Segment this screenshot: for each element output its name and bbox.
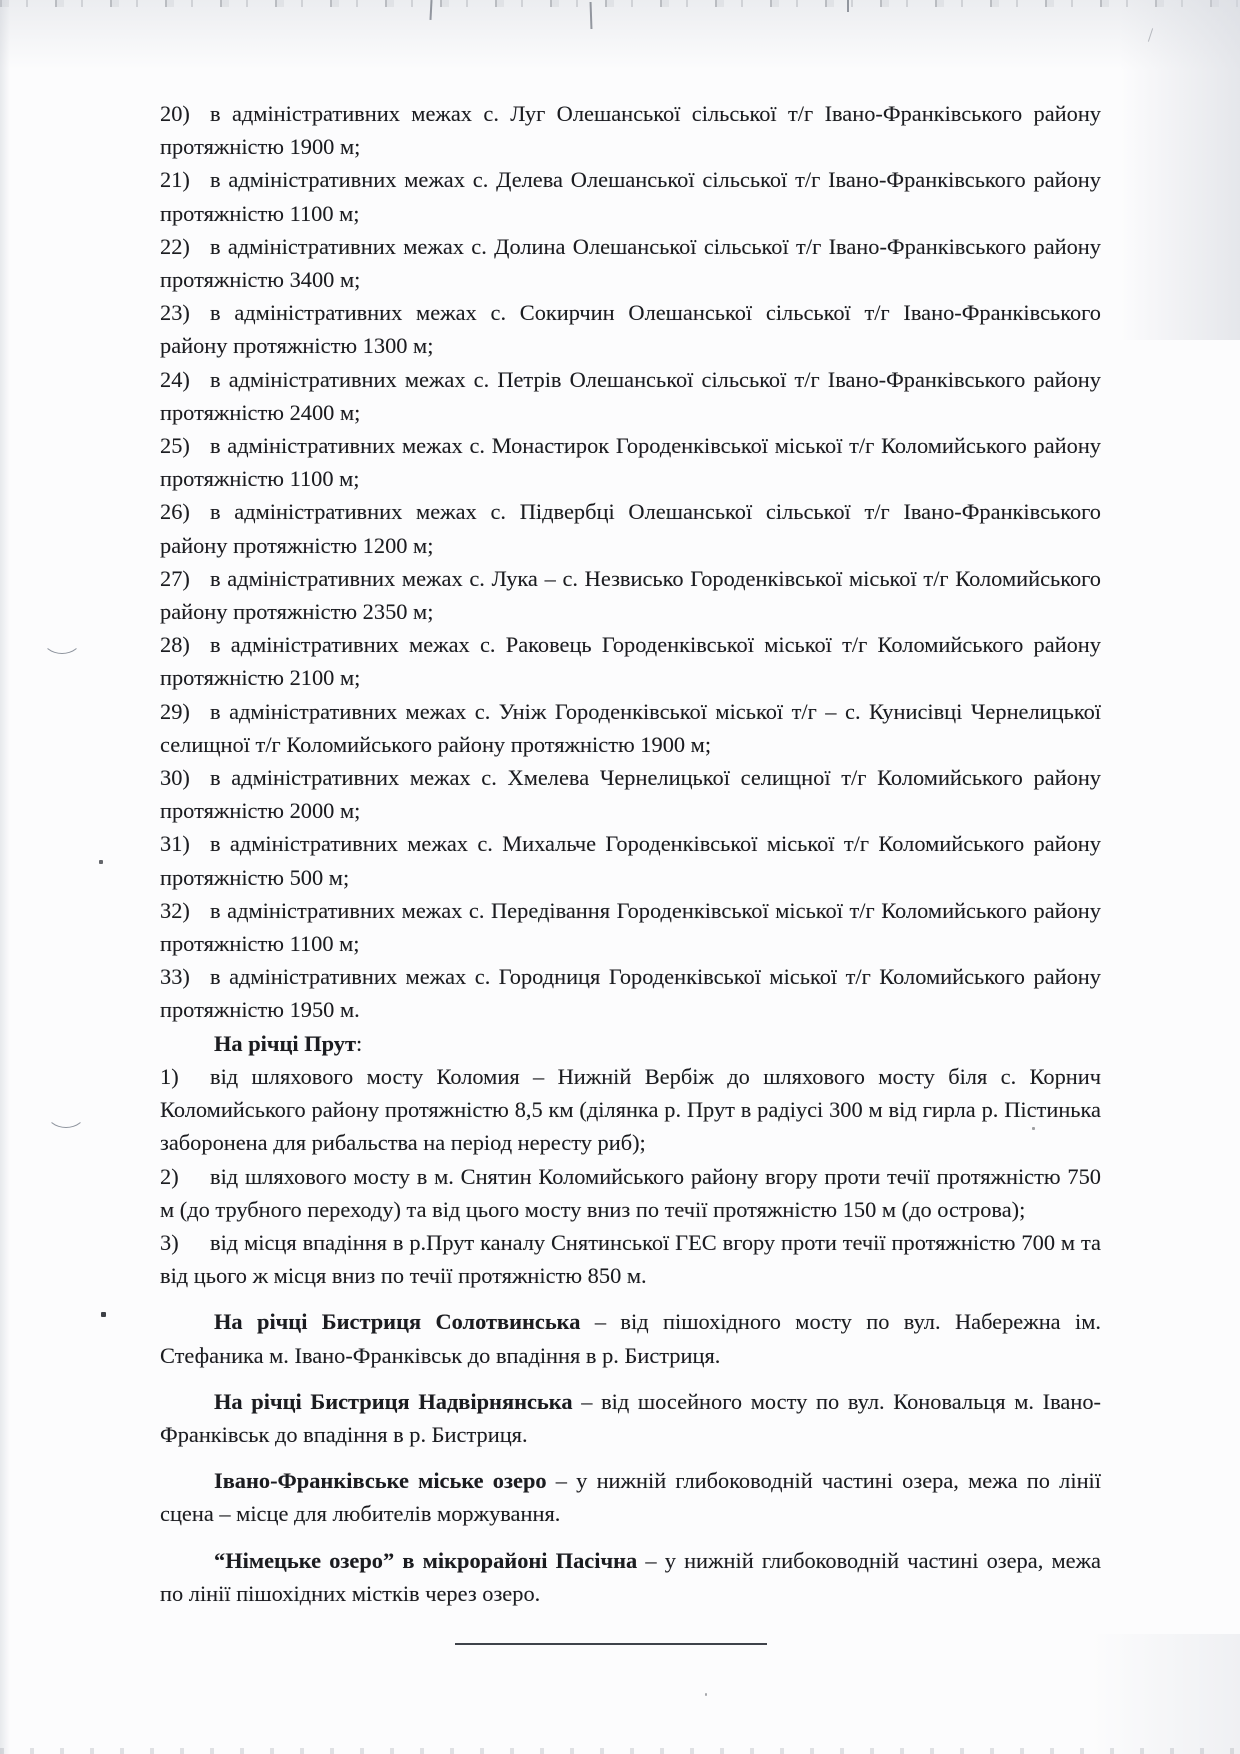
scan-artifact-top-haze bbox=[0, 0, 1240, 70]
paragraph-city-lake bbox=[160, 1464, 1101, 1530]
scan-artifact-dot bbox=[705, 1693, 707, 1696]
paragraph-text: – у нижній глибоководній частині озера, межа по лінії пішохідних містків через озеро. bbox=[160, 1547, 1101, 1606]
prut-list bbox=[160, 1060, 1101, 1292]
list-item-text: в адміністративних межах с. Монастирок Городенківської міської т/г Коломийського району протяжністю 1100 м; bbox=[160, 433, 1101, 492]
scan-artifact-bottom-edge bbox=[0, 1748, 1240, 1754]
list-item bbox=[160, 495, 1101, 561]
scan-artifact-shade-bottom-right bbox=[1090, 1634, 1240, 1754]
divider-line bbox=[455, 1643, 767, 1645]
list-item-number: 28) bbox=[160, 632, 190, 658]
list-item-text: в адміністративних межах с. Раковець Городенківської міської т/г Коломийського району протяжністю 2100 м; bbox=[160, 632, 1101, 691]
list-item-text: в адміністративних межах с. Луг Олешанської сільської т/г Івано-Франківського району протяжністю 1900 м; bbox=[160, 101, 1101, 160]
paragraph-german-lake bbox=[160, 1544, 1101, 1610]
paragraph-bystrytsia-solotvynska bbox=[160, 1305, 1101, 1371]
list-item-text: від шляхового мосту Коломия – Нижній Вербіж до шляхового мосту біля с. Корнич Коломийського району протяжністю 8,5 км (ділянка р. Прут в радіусі 300 м від гирла р. Пістинька заборонена для рибальства на період нересту риб); bbox=[160, 1063, 1101, 1156]
scan-artifact-dot bbox=[99, 860, 103, 864]
section-heading-prut bbox=[160, 1027, 1101, 1060]
list-item-text: від місця впадіння в р.Прут каналу Снятинської ГЕС вгору проти течії протяжністю 700 м та від цього ж місця вниз по течії протяжністю 850 м. bbox=[160, 1229, 1101, 1289]
list-item-number: 24) bbox=[160, 366, 190, 392]
list-item bbox=[160, 230, 1101, 296]
document-body bbox=[160, 97, 1101, 1610]
list-item bbox=[160, 761, 1101, 827]
list-item-number: 1) bbox=[160, 1063, 179, 1089]
section-heading-bold: На річці Прут bbox=[214, 1030, 356, 1056]
list-item-text: в адміністративних межах с. Лука – с. Незвисько Городенківської міської т/г Коломийського району протяжністю 2350 м; bbox=[160, 565, 1101, 625]
scan-artifact-curve-mark bbox=[42, 622, 82, 654]
list-item bbox=[160, 296, 1101, 362]
list-item-number: 3) bbox=[160, 1229, 179, 1255]
scan-artifact-dot bbox=[101, 1312, 106, 1317]
list-item-text: в адміністративних межах с. Хмелева Чернелицької селищної т/г Коломийського району протяжністю 2000 м; bbox=[160, 765, 1101, 824]
paragraph-text: – від пішохідного мосту по вул. Набережна ім. Стефаника м. Івано-Франківськ до впадіння в р. Бистриця. bbox=[160, 1309, 1101, 1368]
list-item-number: 25) bbox=[160, 433, 190, 459]
scan-artifact-shade-top-right bbox=[1120, 0, 1240, 340]
list-item-text: в адміністративних межах с. Михальче Городенківської міської т/г Коломийського району протяжністю 500 м; bbox=[160, 831, 1101, 890]
list-item-text: від шляхового мосту в м. Снятин Коломийського району вгору проти течії протяжністю 750 м (до трубного переходу) та від цього мосту вниз по течії протяжністю 150 м (до острова); bbox=[160, 1163, 1101, 1222]
list-item-text: в адміністративних межах с. Підвербці Олешанської сільської т/г Івано-Франківського району протяжністю 1200 м; bbox=[160, 499, 1101, 558]
list-item-number: 23) bbox=[160, 300, 190, 326]
scan-artifact-curve-mark bbox=[46, 1096, 86, 1128]
list-item-number: 32) bbox=[160, 897, 190, 923]
list-item-number: 2) bbox=[160, 1163, 179, 1189]
list-item bbox=[160, 894, 1101, 960]
paragraph-lead: На річці Бистриця Солотвинська bbox=[214, 1309, 581, 1335]
scan-artifact-shade-left bbox=[0, 0, 10, 1754]
list-item bbox=[160, 695, 1101, 761]
boundary-list bbox=[160, 97, 1101, 1027]
section-heading-colon: : bbox=[356, 1030, 363, 1056]
list-item bbox=[160, 163, 1101, 229]
list-item-text: в адміністративних межах с. Петрів Олешанської сільської т/г Івано-Франківського району протяжністю 2400 м; bbox=[160, 366, 1101, 425]
list-item bbox=[160, 363, 1101, 429]
list-item bbox=[160, 628, 1101, 694]
list-item bbox=[160, 960, 1101, 1026]
list-item-number: 22) bbox=[160, 233, 190, 259]
list-item-text: в адміністративних межах с. Сокирчин Олешанської сільської т/г Івано-Франківського району протяжністю 1300 м; bbox=[160, 300, 1101, 359]
scan-artifact-tick bbox=[847, 0, 849, 12]
list-item-number: 26) bbox=[160, 499, 190, 525]
list-item-number: 33) bbox=[160, 964, 190, 990]
list-item-text: в адміністративних межах с. Передівання Городенківської міської т/г Коломийського району протяжністю 1100 м; bbox=[160, 897, 1101, 957]
list-item-text: в адміністративних межах с. Уніж Городенківської міської т/г – с. Кунисівці Чернелицької селищної т/г Коломийського району протяжністю 1900 м; bbox=[160, 698, 1101, 757]
list-item-text: в адміністративних межах с. Делева Олешанської сільської т/г Івано-Франківського району протяжністю 1100 м; bbox=[160, 167, 1101, 226]
list-item bbox=[160, 97, 1101, 163]
list-item-text: в адміністративних межах с. Городниця Городенківської міської т/г Коломийського району протяжністю 1950 м. bbox=[160, 964, 1101, 1023]
list-item bbox=[160, 562, 1101, 628]
paragraph-bystrytsia-nadvirnianska bbox=[160, 1385, 1101, 1451]
paragraph-lead: На річці Бистриця Надвірнянська bbox=[214, 1388, 573, 1414]
list-item-number: 30) bbox=[160, 765, 190, 791]
paragraph-lead: Івано-Франківське міське озеро bbox=[214, 1468, 547, 1494]
list-item-number: 27) bbox=[160, 565, 190, 591]
paragraph-text: – у нижній глибоководній частині озера, межа по лінії сцена – місце для любителів моржування. bbox=[160, 1468, 1101, 1527]
paragraph-lead: “Німецьке озеро” в мікрорайоні Пасічна bbox=[214, 1547, 638, 1573]
list-item-number: 31) bbox=[160, 831, 190, 857]
list-item-number: 21) bbox=[160, 167, 190, 193]
list-item bbox=[160, 827, 1101, 893]
list-item-number: 29) bbox=[160, 698, 190, 724]
list-item bbox=[160, 1226, 1101, 1292]
list-item bbox=[160, 429, 1101, 495]
paragraph-text: – від шосейного мосту по вул. Коновальця м. Івано-Франківськ до впадіння в р. Бистриця. bbox=[160, 1388, 1101, 1447]
list-item bbox=[160, 1160, 1101, 1226]
list-item-number: 20) bbox=[160, 101, 190, 126]
list-item bbox=[160, 1060, 1101, 1160]
list-item-text: в адміністративних межах с. Долина Олешанської сільської т/г Івано-Франківського району протяжністю 3400 м; bbox=[160, 233, 1101, 293]
